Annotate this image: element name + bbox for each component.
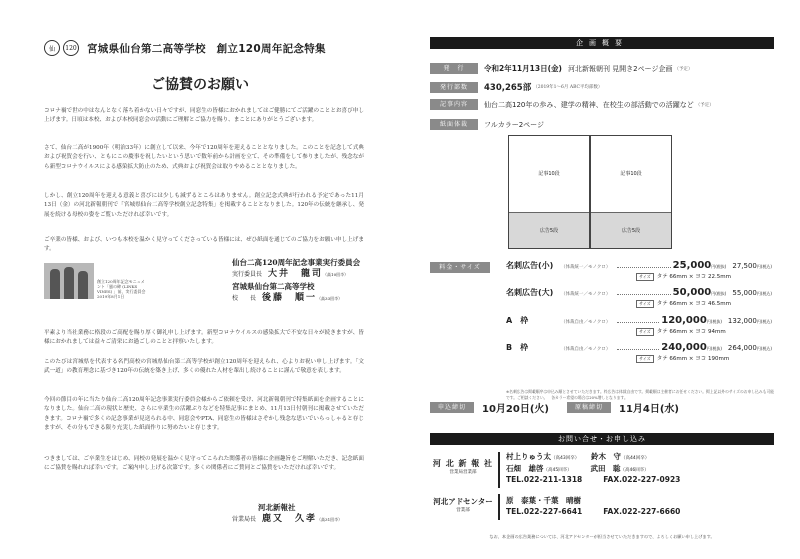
deadline-row [430, 400, 774, 415]
price-tax-unit: 円(税込) [756, 291, 772, 296]
article-area-label: 記事10段 [620, 171, 642, 177]
kahoku-grad: （高31回卒） [317, 517, 343, 522]
anniversary-emblem-icon: 120 [63, 40, 79, 56]
price-note: ※名刺広告は掲載順序は申込み順とさせていただきます。枠広告は体裁自由です。掲載順は主催者にお任せください。掲上記以外のサイズのお申し込みも可能です。ご相談ください。 各カラー希望の場合は20%増しとなります。 [506, 389, 775, 400]
contact-kahoku [430, 452, 774, 488]
price-name: 名刺広告(大) [506, 288, 554, 297]
paragraph: さて、仙台二高が1900年（明治33年）に創立して以来、今年で120周年を迎えることとなりました。このことを記念して式典および祝賀会を行い、ともにこの慶事を祝したいという思いで数年前から計画を立て、その準備をして参りましたが、残念ながら新型コロナウイルスによる感染拡大防止のため、式典および祝賀会は取りやめることとなりました。 [44, 145, 364, 170]
ad-area-label: 広告5段 [509, 212, 589, 248]
contact-fax: FAX.022-227-6660 [603, 506, 681, 516]
contact-person: 村上りゅう太 [506, 452, 551, 461]
application-deadline-tag: 申込締切 [430, 402, 474, 413]
price-name: 名刺広告(小) [506, 261, 554, 270]
kahoku-role: 営業局長 [232, 516, 257, 523]
contact-adcenter [430, 494, 774, 520]
contact-person: 原 泰葉・千葉 晴樹 [506, 496, 581, 505]
contact-dept: 営業部 [456, 508, 470, 513]
row-note: （2019年1〜6月 ABC平均部数） [533, 85, 603, 90]
group-photo [44, 263, 94, 299]
principal-role: 校 長 [232, 295, 257, 302]
kahoku-signature [232, 503, 342, 525]
ad-area-label: 広告5段 [591, 212, 671, 248]
contact-grad: （高44回卒） [620, 456, 650, 461]
committee-role: 実行委員長 [232, 271, 263, 278]
plan-title-bar: 企画概要 [430, 37, 774, 49]
price-value: 25,000 [672, 260, 712, 271]
page-subtitle: ご協賛のお願い [151, 77, 249, 93]
size-label: サイズ [636, 355, 654, 363]
price-tax-unit: 円(税込) [756, 264, 772, 269]
contact-org: 河北アドセンター [433, 497, 493, 506]
price-type: （体裁統一／モノクロ） [561, 265, 611, 270]
paragraph: ご卒業の皆様、および、いつも本校を温かく見守ってくださっている皆様には、ぜひ紙面を通じてのご協力をお願い申し上げます。 [44, 237, 364, 253]
contact-person: 石畑 雄啓 [506, 463, 544, 473]
row-note: （予定） [674, 66, 693, 72]
page-layout-right [590, 135, 672, 249]
paragraph: 今回の節目の年に当たり仙台二高120周年記念事業実行委員会様からご依頼を受け、河北新報朝刊で特集紙面を企画することになりました。仙台二高の現状と歴史、さらに卒業生の活躍ぶりなどを特集記事にまとめ、11月13日付朝刊に掲載させていただきます。コロナ禍で多くの記念事業が見送られる中、同窓会やPTA、同窓生の皆様はさぞかし残念な思いでいらっしゃると存じますが、その分もできる限り充実した紙面作りに努めたいと存じます。 [44, 397, 364, 432]
row-tag: 紙面体裁 [430, 119, 478, 130]
contact-dept: 営業局営業部 [449, 470, 477, 475]
contact-person: 武田 聡 [590, 463, 621, 473]
contact-tel[interactable]: TEL.022-227-6641 [506, 506, 583, 516]
price-item [506, 287, 772, 308]
price-size: タテ 66mm × ヨコ 190mm [656, 356, 730, 362]
contact-grad: （高46回卒） [620, 467, 649, 473]
school-name: 宮城県仙台第二高等学校 [232, 282, 315, 291]
row-value: 仙台二高120年の歩み、建学の精神、在校生の部活動での活躍など [484, 100, 694, 109]
price-tax: 55,000 [732, 289, 757, 297]
paragraph: 平素より当社業務に格段のご高配を賜り厚く御礼申し上げます。新型コロナウイルスの感染拡大で不安な日々が続きますが、皆様におかれましては益々ご清栄にお過ごしのことと拝察いたします。 [44, 330, 364, 346]
row-value: 430,265部 [484, 83, 532, 93]
manuscript-deadline-tag: 原稿締切 [567, 402, 611, 413]
row-value: フルカラー2ページ [484, 120, 545, 129]
price-value: 120,000 [661, 315, 707, 326]
contact-org: 河 北 新 報 社 [432, 459, 494, 468]
paragraph: このたびは宮城県を代表する名門高校の宮城県仙台第二高等学校が創立120周年を迎えられ、心よりお祝い申し上げます。「文武一道」の教育理念に基づき120年の伝統を築き上げ、多くの優れた人材を輩出し続けることに謹んで敬意を表します。 [44, 359, 364, 375]
price-tax-unit: 円(税込) [756, 319, 772, 324]
price-tax-unit: 円(税込) [756, 346, 772, 351]
paragraph: つきましては、ご卒業生をはじめ、同校の発展を温かく見守ってこられた関係者の皆様に企画趣旨をご理解いただき、記念紙面にご協賛を賜れれば幸いです。ご案内申し上げる次第です。多くの関係者にご賛同とご協賛をいただければ幸いです。 [44, 456, 364, 472]
price-value: 50,000 [672, 287, 712, 298]
price-item [506, 315, 772, 336]
price-tax: 27,500 [732, 262, 757, 270]
committee-org: 仙台二高120周年記念事業実行委員会 [232, 258, 361, 267]
price-name: A 枠 [506, 316, 529, 325]
committee-signature [232, 258, 360, 304]
row-extra: 河北新報朝刊 見開き2ページ企画 [567, 64, 673, 73]
contact-title-bar: お問い合せ・お申し込み [430, 433, 774, 445]
row-content [430, 99, 774, 110]
committee-name: 大井 龍司 [268, 269, 324, 279]
kahoku-org: 河北新報社 [258, 503, 296, 512]
paragraph: しかし、創立120周年を迎える意義と喜びには少しも減ずるところはありません。創立記念式典が行われる予定であった11月13日（金）の河北新報朝刊で「宮城県仙台二高等学校創立記念特集」を掲載することとなりました。120年の伝統を継承し、発展を続ける母校の姿をご覧いただければ幸いです。 [44, 193, 364, 218]
row-publish [430, 63, 774, 74]
application-deadline: 10月20日(火) [482, 404, 549, 415]
price-size: タテ 66mm × ヨコ 22.5mm [656, 274, 731, 280]
article-area-label: 記事10段 [538, 171, 560, 177]
footer-note: なお、本企画の広告業務については、河北アドセンターが担当させていただきますので、よろしくお願い申し上げます。 [489, 534, 715, 539]
price-type: （体裁自由／モノクロ） [561, 320, 611, 325]
size-label: サイズ [636, 328, 654, 336]
contact-grad: （高45回卒） [543, 467, 570, 473]
contact-tel[interactable]: TEL.022-211-1318 [506, 475, 583, 484]
size-label: サイズ [636, 300, 654, 308]
header [44, 40, 326, 56]
right-page [400, 0, 800, 559]
row-note: （予定） [695, 102, 714, 108]
contact-person: 鈴木 守 [590, 452, 621, 461]
row-tag: 料金・サイズ [430, 262, 490, 273]
row-format [430, 119, 774, 130]
school-emblem-icon: 仙 [44, 40, 60, 56]
paragraph: コロナ禍で世の中はなんとなく落ち着かない日々ですが、同窓生の皆様におかれましてはご健勝にてご活躍のこととお喜び申し上げます。日頃は本校、および本校同窓会の活動にご理解とご協力を賜り、まことにありがとうございます。 [44, 108, 364, 124]
price-type: （体裁統一／モノクロ） [561, 292, 611, 297]
price-unit: 円(税抜) [706, 346, 722, 351]
kahoku-name: 鹿又 久孝 [262, 514, 318, 524]
row-circulation [430, 81, 774, 93]
price-unit: 円(税抜) [711, 291, 727, 296]
price-unit: 円(税抜) [706, 319, 722, 324]
row-tag: 発 行 [430, 63, 478, 74]
row-value: 令和2年11月13日(金) [484, 64, 562, 73]
price-size: タテ 66mm × ヨコ 94mm [656, 329, 726, 335]
principal-grad: （高33回卒） [317, 296, 343, 301]
price-item [506, 260, 772, 281]
price-size: タテ 66mm × ヨコ 46.5mm [656, 301, 731, 307]
manuscript-deadline: 11月4日(水) [618, 404, 679, 415]
row-tag: 発行部数 [430, 82, 478, 93]
page-layout-left [508, 135, 590, 249]
contact-fax: FAX.022-227-0923 [603, 475, 681, 484]
row-tag: 記事内容 [430, 99, 478, 110]
price-tax: 264,000 [727, 344, 757, 352]
photo-caption: 創立120周年記念モニュメント「風の碑 (LINKS VINES) 」前、実行委員会 2019年8月1日 [97, 279, 146, 299]
contact-grad: （高43回卒） [551, 456, 577, 461]
price-unit: 円(税抜) [711, 264, 727, 269]
price-tax: 132,000 [727, 317, 757, 325]
size-label: サイズ [636, 273, 654, 281]
price-type: （体裁自由／モノクロ） [561, 347, 611, 352]
principal-name: 後藤 順一 [262, 293, 318, 303]
price-name: B 枠 [506, 343, 529, 352]
header-title: 宮城県仙台第二高等学校 創立120周年記念特集 [87, 42, 326, 55]
price-value: 240,000 [661, 342, 707, 353]
committee-grad: （高10回卒） [323, 272, 349, 277]
price-item [506, 342, 772, 363]
